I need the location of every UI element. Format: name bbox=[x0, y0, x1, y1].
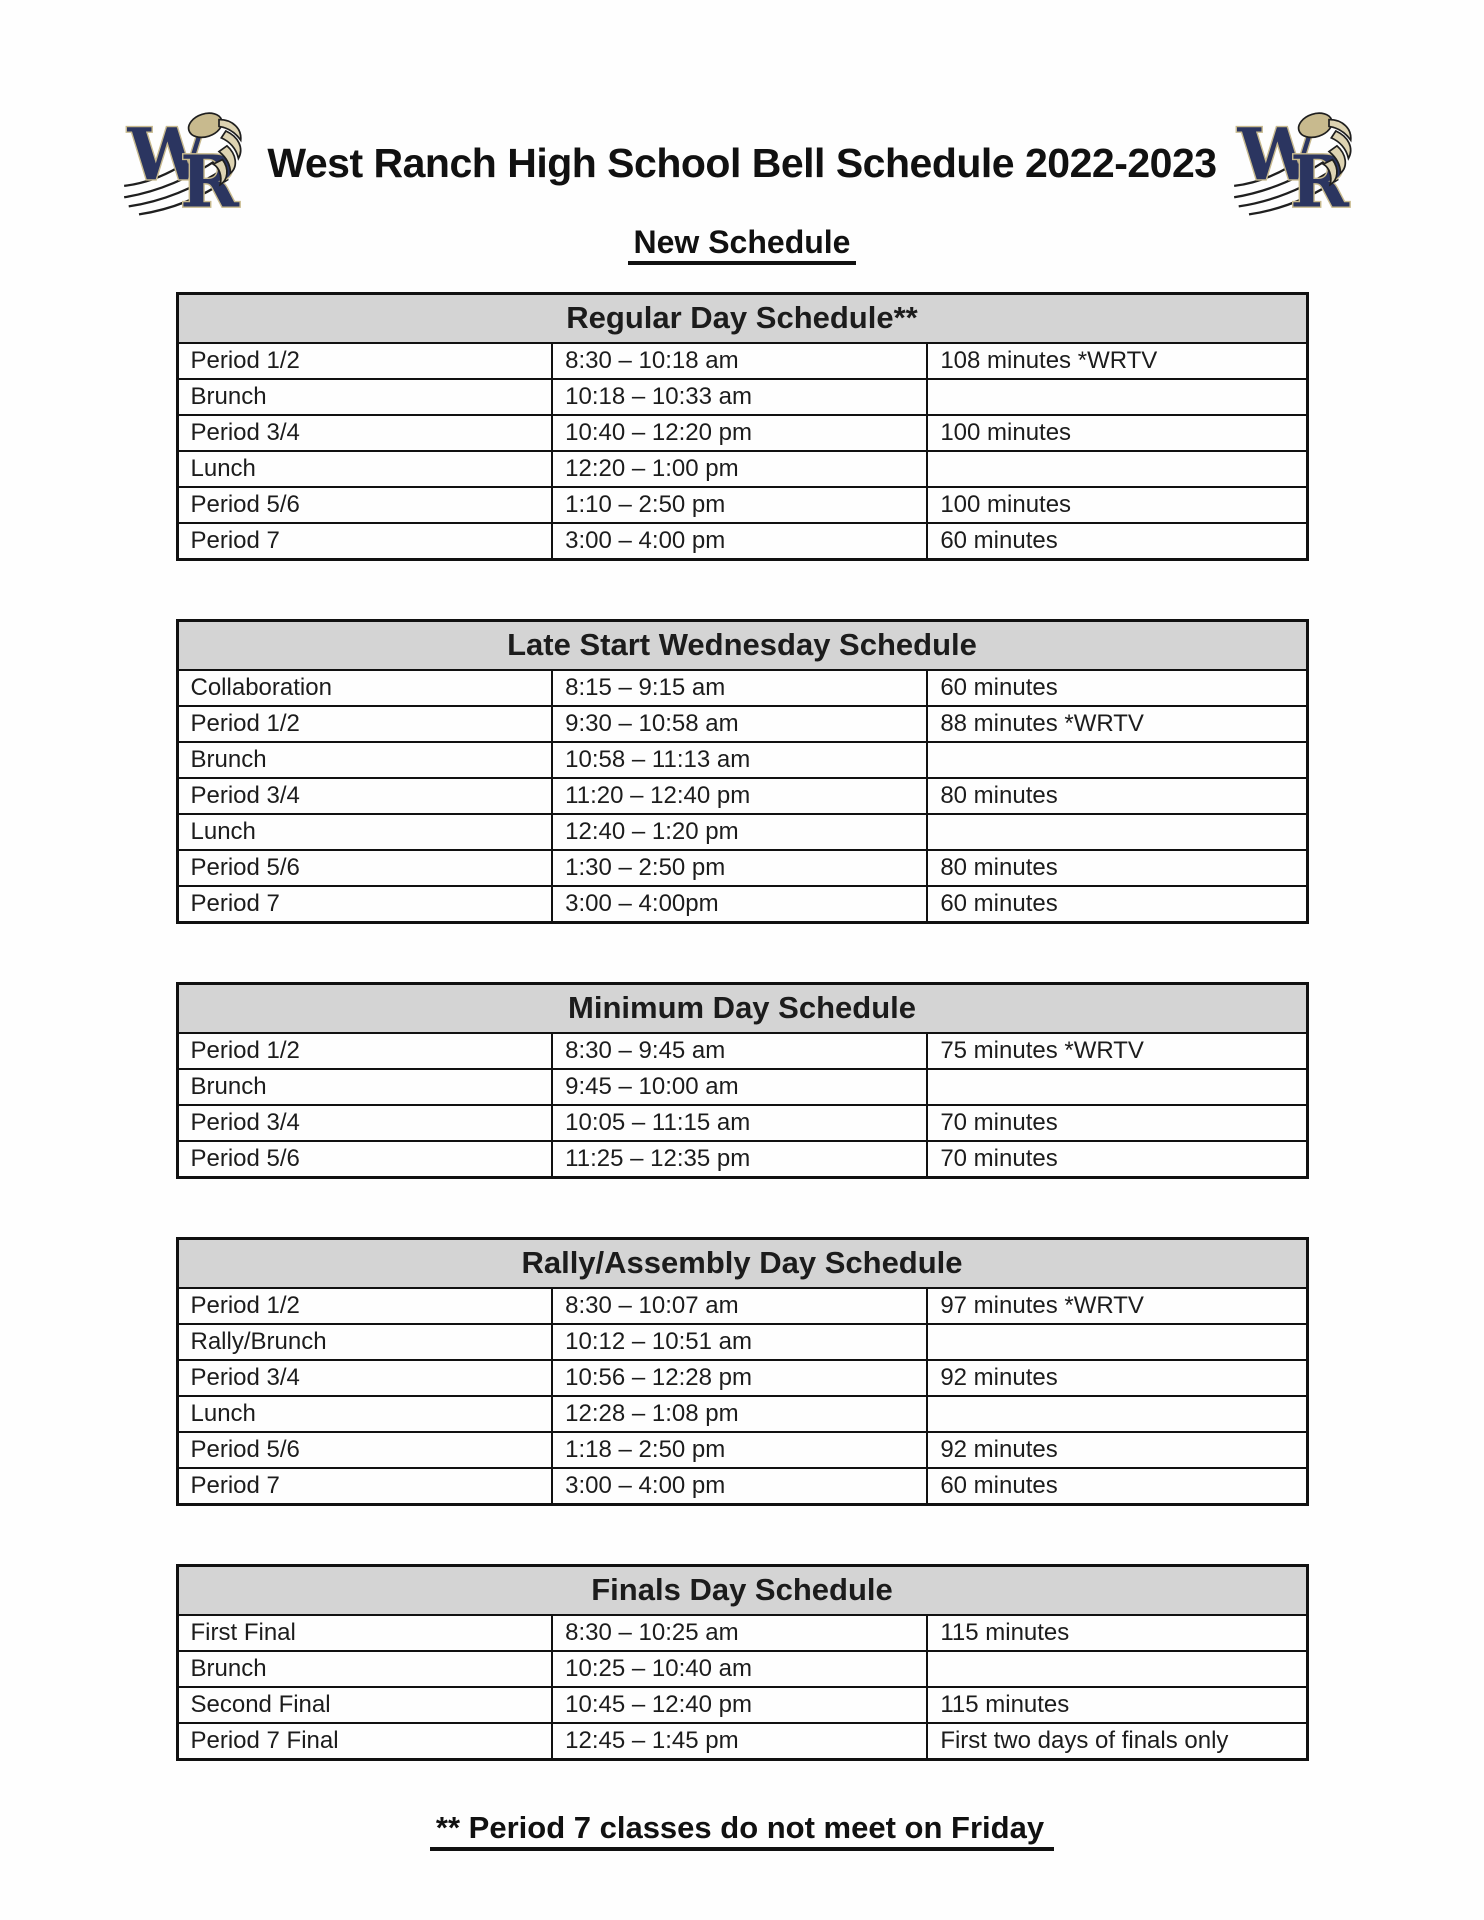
cell-time: 8:30 – 9:45 am bbox=[552, 1033, 927, 1069]
table-row bbox=[177, 850, 1307, 886]
cell-time: 12:40 – 1:20 pm bbox=[552, 814, 927, 850]
cell-duration bbox=[927, 379, 1307, 415]
cell-time: 10:18 – 10:33 am bbox=[552, 379, 927, 415]
subtitle-row bbox=[0, 226, 1484, 265]
cell-time: 8:30 – 10:18 am bbox=[552, 343, 927, 379]
table-row bbox=[177, 706, 1307, 742]
cell-time: 3:00 – 4:00 pm bbox=[552, 523, 927, 560]
cell-time: 10:12 – 10:51 am bbox=[552, 1324, 927, 1360]
footer-note-row bbox=[0, 1811, 1484, 1851]
cell-duration bbox=[927, 814, 1307, 850]
cell-time: 1:10 – 2:50 pm bbox=[552, 487, 927, 523]
tables-container bbox=[176, 292, 1309, 1761]
cell-duration: 115 minutes bbox=[927, 1615, 1307, 1651]
cell-period: Period 7 Final bbox=[177, 1723, 552, 1760]
cell-time: 11:20 – 12:40 pm bbox=[552, 778, 927, 814]
table-row bbox=[177, 1651, 1307, 1687]
cell-period: Period 5/6 bbox=[177, 487, 552, 523]
cell-time: 10:05 – 11:15 am bbox=[552, 1105, 927, 1141]
table-row bbox=[177, 1432, 1307, 1468]
cell-duration: 108 minutes *WRTV bbox=[927, 343, 1307, 379]
schedule-table bbox=[176, 1564, 1309, 1761]
table-row bbox=[177, 1723, 1307, 1760]
cell-period: Lunch bbox=[177, 1396, 552, 1432]
cell-duration: 60 minutes bbox=[927, 670, 1307, 706]
cell-time: 10:58 – 11:13 am bbox=[552, 742, 927, 778]
table-row bbox=[177, 415, 1307, 451]
cell-duration: 92 minutes bbox=[927, 1360, 1307, 1396]
cell-duration: 70 minutes bbox=[927, 1105, 1307, 1141]
table-row bbox=[177, 1324, 1307, 1360]
schedule-table bbox=[176, 619, 1309, 924]
table-row bbox=[177, 1615, 1307, 1651]
table-title: Rally/Assembly Day Schedule bbox=[177, 1238, 1307, 1288]
cell-duration: First two days of finals only bbox=[927, 1723, 1307, 1760]
cell-period: Lunch bbox=[177, 814, 552, 850]
cell-duration: 100 minutes bbox=[927, 415, 1307, 451]
schedule-table bbox=[176, 982, 1309, 1179]
table-row bbox=[177, 379, 1307, 415]
cell-time: 12:28 – 1:08 pm bbox=[552, 1396, 927, 1432]
cell-time: 3:00 – 4:00 pm bbox=[552, 1468, 927, 1505]
cell-time: 10:45 – 12:40 pm bbox=[552, 1687, 927, 1723]
cell-period: Rally/Brunch bbox=[177, 1324, 552, 1360]
cell-duration bbox=[927, 1396, 1307, 1432]
cell-period: Period 1/2 bbox=[177, 1033, 552, 1069]
cell-period: Period 3/4 bbox=[177, 1360, 552, 1396]
table-row bbox=[177, 886, 1307, 923]
cell-period: Period 5/6 bbox=[177, 850, 552, 886]
table-title: Late Start Wednesday Schedule bbox=[177, 620, 1307, 670]
page-title: West Ranch High School Bell Schedule 2022-2023 bbox=[267, 139, 1217, 186]
table-title: Minimum Day Schedule bbox=[177, 983, 1307, 1033]
wr-logo-left-icon bbox=[123, 104, 251, 222]
table-row bbox=[177, 1360, 1307, 1396]
cell-duration: 92 minutes bbox=[927, 1432, 1307, 1468]
footer-note: ** Period 7 classes do not meet on Friday bbox=[430, 1811, 1054, 1851]
cell-time: 12:20 – 1:00 pm bbox=[552, 451, 927, 487]
cell-period: Period 3/4 bbox=[177, 415, 552, 451]
cell-duration: 60 minutes bbox=[927, 886, 1307, 923]
cell-time: 10:56 – 12:28 pm bbox=[552, 1360, 927, 1396]
cell-duration: 100 minutes bbox=[927, 487, 1307, 523]
cell-period: Period 5/6 bbox=[177, 1432, 552, 1468]
table-row bbox=[177, 1069, 1307, 1105]
table-row bbox=[177, 451, 1307, 487]
cell-duration bbox=[927, 1069, 1307, 1105]
wr-logo-right-icon bbox=[1233, 104, 1361, 222]
page-header bbox=[0, 0, 1484, 222]
cell-duration bbox=[927, 742, 1307, 778]
cell-duration: 115 minutes bbox=[927, 1687, 1307, 1723]
table-row bbox=[177, 487, 1307, 523]
schedule-table bbox=[176, 1237, 1309, 1506]
table-row bbox=[177, 343, 1307, 379]
table-row bbox=[177, 1033, 1307, 1069]
cell-duration bbox=[927, 451, 1307, 487]
cell-duration: 88 minutes *WRTV bbox=[927, 706, 1307, 742]
table-header-row bbox=[177, 293, 1307, 343]
table-header-row bbox=[177, 1238, 1307, 1288]
cell-time: 10:40 – 12:20 pm bbox=[552, 415, 927, 451]
cell-duration: 60 minutes bbox=[927, 1468, 1307, 1505]
cell-period: Lunch bbox=[177, 451, 552, 487]
table-row bbox=[177, 1105, 1307, 1141]
table-row bbox=[177, 1396, 1307, 1432]
cell-period: Brunch bbox=[177, 379, 552, 415]
cell-duration: 75 minutes *WRTV bbox=[927, 1033, 1307, 1069]
cell-time: 11:25 – 12:35 pm bbox=[552, 1141, 927, 1178]
cell-time: 1:18 – 2:50 pm bbox=[552, 1432, 927, 1468]
cell-time: 1:30 – 2:50 pm bbox=[552, 850, 927, 886]
table-row bbox=[177, 1141, 1307, 1178]
cell-period: Brunch bbox=[177, 742, 552, 778]
cell-time: 8:30 – 10:07 am bbox=[552, 1288, 927, 1324]
table-row bbox=[177, 1468, 1307, 1505]
table-title: Regular Day Schedule** bbox=[177, 293, 1307, 343]
cell-period: Period 3/4 bbox=[177, 778, 552, 814]
cell-period: Period 1/2 bbox=[177, 1288, 552, 1324]
schedule-table bbox=[176, 292, 1309, 561]
cell-time: 9:30 – 10:58 am bbox=[552, 706, 927, 742]
table-row bbox=[177, 742, 1307, 778]
cell-period: Period 1/2 bbox=[177, 706, 552, 742]
table-row bbox=[177, 814, 1307, 850]
cell-duration: 70 minutes bbox=[927, 1141, 1307, 1178]
table-row bbox=[177, 1687, 1307, 1723]
cell-duration bbox=[927, 1651, 1307, 1687]
cell-period: Period 5/6 bbox=[177, 1141, 552, 1178]
cell-duration: 80 minutes bbox=[927, 850, 1307, 886]
table-row bbox=[177, 523, 1307, 560]
cell-period: Period 1/2 bbox=[177, 343, 552, 379]
cell-period: Period 7 bbox=[177, 886, 552, 923]
new-schedule-heading: New Schedule bbox=[628, 226, 857, 265]
cell-period: Period 7 bbox=[177, 523, 552, 560]
cell-time: 12:45 – 1:45 pm bbox=[552, 1723, 927, 1760]
cell-duration: 60 minutes bbox=[927, 523, 1307, 560]
cell-time: 3:00 – 4:00pm bbox=[552, 886, 927, 923]
cell-duration: 97 minutes *WRTV bbox=[927, 1288, 1307, 1324]
cell-duration bbox=[927, 1324, 1307, 1360]
table-header-row bbox=[177, 1565, 1307, 1615]
table-header-row bbox=[177, 983, 1307, 1033]
cell-period: Second Final bbox=[177, 1687, 552, 1723]
cell-time: 9:45 – 10:00 am bbox=[552, 1069, 927, 1105]
table-row bbox=[177, 1288, 1307, 1324]
table-row bbox=[177, 778, 1307, 814]
cell-time: 10:25 – 10:40 am bbox=[552, 1651, 927, 1687]
cell-period: Period 3/4 bbox=[177, 1105, 552, 1141]
cell-period: Brunch bbox=[177, 1069, 552, 1105]
cell-period: Brunch bbox=[177, 1651, 552, 1687]
cell-duration: 80 minutes bbox=[927, 778, 1307, 814]
cell-time: 8:30 – 10:25 am bbox=[552, 1615, 927, 1651]
table-title: Finals Day Schedule bbox=[177, 1565, 1307, 1615]
table-row bbox=[177, 670, 1307, 706]
cell-period: Period 7 bbox=[177, 1468, 552, 1505]
cell-period: Collaboration bbox=[177, 670, 552, 706]
table-header-row bbox=[177, 620, 1307, 670]
cell-period: First Final bbox=[177, 1615, 552, 1651]
cell-time: 8:15 – 9:15 am bbox=[552, 670, 927, 706]
